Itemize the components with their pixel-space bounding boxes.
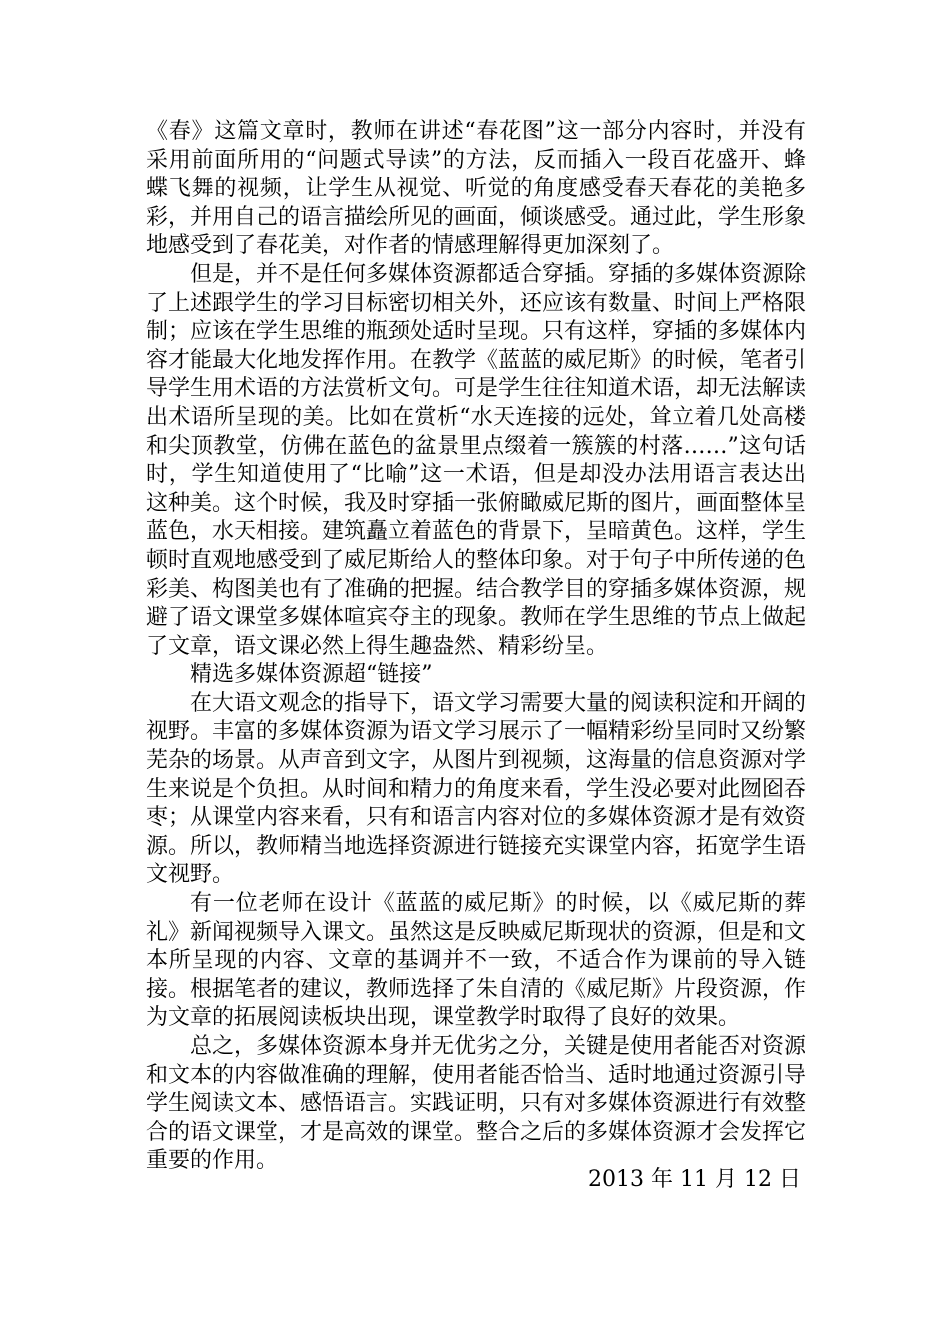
document-body bbox=[146, 118, 806, 1176]
paragraph-conclusion: 总之，多媒体资源本身并无优劣之分，关键是使用者能否对资源和文本的内容做准确的理解，使用者能否恰当、适时地通过资源引导学生阅读文本、感悟语言。实践证明，只有对多媒体资源进行有效整合的语文课堂，才是高效的课堂。整合之后的多媒体资源才会发挥它重要的作用。 bbox=[146, 1034, 807, 1174]
paragraph-venice-example: 但是，并不是任何多媒体资源都适合穿插。穿插的多媒体资源除了上述跟学生的学习目标密切相关外，还应该有数量、时间上严格限制；应该在学生思维的瓶颈处适时呈现。只有这样，穿插的多媒体内容才能最大化地发挥作用。在教学《蓝蓝的威尼斯》的时候，笔者引导学生用术语的方法赏析文句。可是学生往往知道术语，却无法解读出术语所呈现的美。比如在赏析“水天连接的远处，耸立着几处高楼和尖顶教堂，仿佛在蓝色的盆景里点缀着一簇簇的村落……”这句话时，学生知道使用了“比喻”这一术语，但是却没办法用语言表达出这种美。这个时候，我及时穿插一张俯瞰威尼斯的图片，画面整体呈蓝色，水天相接。建筑矗立着蓝色的背景下，呈暗黄色。这样，学生顿时直观地感受到了威尼斯给人的整体印象。对于句子中所传递的色彩美、构图美也有了准确的把握。结合教学目的穿插多媒体资源，规避了语文课堂多媒体喧宾夺主的现象。教师在学生思维的节点上做起了文章，语文课必然上得生趣盎然、精彩纷呈。 bbox=[146, 261, 807, 659]
document-date: 2013 年 11 月 12 日 bbox=[588, 1167, 801, 1192]
paragraph-resource-selection: 在大语文观念的指导下，语文学习需要大量的阅读积淀和开阔的视野。丰富的多媒体资源为语文学习展示了一幅精彩纷呈同时又纷繁芜杂的场景。从声音到文字，从图片到视频，这海量的信息资源对学生来说是个负担。从时间和精力的角度来看，学生没必要对此囫囵吞枣；从课堂内容来看，只有和语言内容对位的多媒体资源才是有效资源。所以，教师精当地选择资源进行链接充实课堂内容，拓宽学生语文视野。 bbox=[146, 690, 807, 888]
section-heading-link: 精选多媒体资源超“链接” bbox=[190, 662, 433, 688]
paragraph-continuation: 《春》这篇文章时，教师在讲述“春花图”这一部分内容时，并没有采用前面所用的“问题式导读”的方法，反而插入一段百花盛开、蜂蝶飞舞的视频，让学生从视觉、听觉的角度感受春天春花的美艳多彩，并用自己的语言描绘所见的画面，倾谈感受。通过此，学生形象地感受到了春花美，对作者的情感理解得更加深刻了。 bbox=[146, 119, 807, 259]
paragraph-teacher-case: 有一位老师在设计《蓝蓝的威尼斯》的时候，以《威尼斯的葬礼》新闻视频导入课文。虽然这是反映威尼斯现状的资源，但是和文本所呈现的内容、文章的基调并不一致，不适合作为课前的导入链接。根据笔者的建议，教师选择了朱自清的《威尼斯》片段资源，作为文章的拓展阅读板块出现，课堂教学时取得了良好的效果。 bbox=[146, 891, 807, 1031]
